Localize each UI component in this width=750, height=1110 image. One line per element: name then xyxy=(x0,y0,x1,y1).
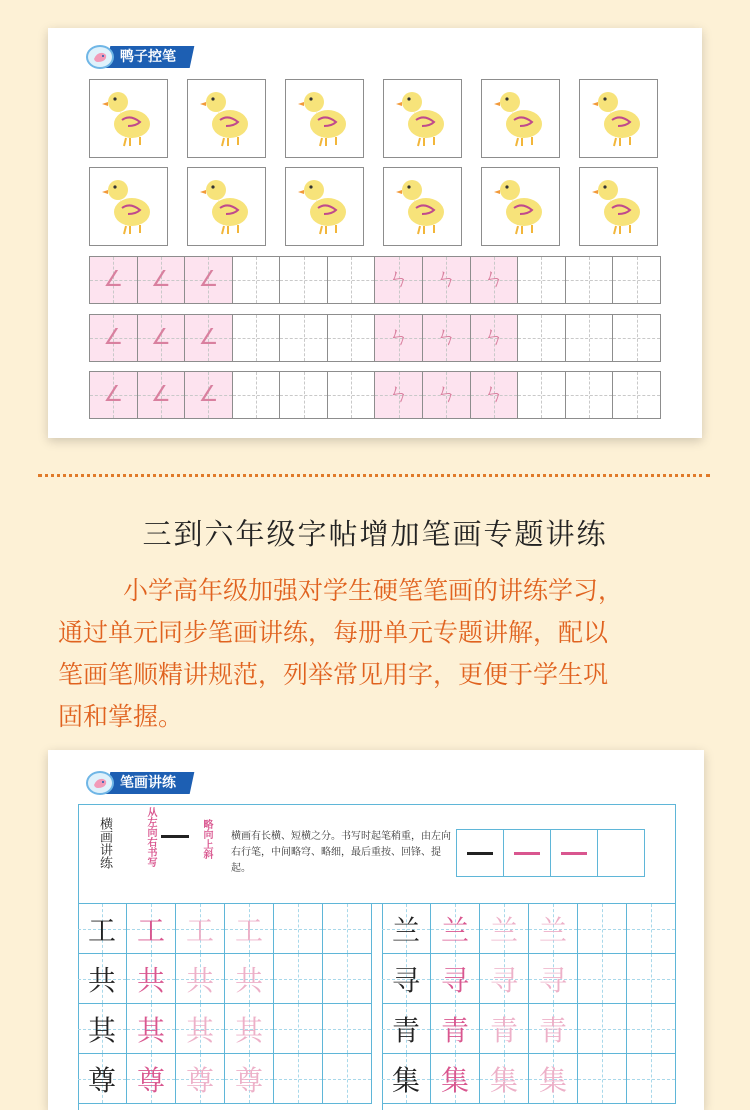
demo-cell xyxy=(550,829,598,877)
duck-cell xyxy=(285,167,364,246)
practice-cell xyxy=(185,372,233,418)
char-cell xyxy=(578,1054,627,1104)
trace-stroke-glyph: ㄣ xyxy=(387,382,410,407)
trace-char: 工 xyxy=(185,913,214,947)
paragraph-line: 固和掌握。 xyxy=(58,702,184,731)
practice-cell xyxy=(613,372,660,418)
trace-stroke-glyph: ∠ xyxy=(198,325,219,350)
trace-stroke-glyph: ㄣ xyxy=(482,382,505,407)
char-cell xyxy=(225,904,274,954)
duck-icon xyxy=(100,84,158,154)
char-cell xyxy=(323,954,372,1004)
char-cell xyxy=(578,1004,627,1054)
topic-label: 横画讲练 xyxy=(97,817,112,869)
trace-char: 共 xyxy=(234,963,263,997)
char-cell xyxy=(529,1004,578,1054)
char-cell xyxy=(627,1004,676,1054)
char-practice-grid-right xyxy=(382,904,676,1104)
practice-cell xyxy=(518,257,566,303)
dotted-divider xyxy=(38,474,710,477)
trace-char: 尊 xyxy=(185,1063,214,1097)
demo-cell xyxy=(597,829,645,877)
stroke-info-box xyxy=(78,804,676,904)
char-cell xyxy=(382,1054,431,1104)
direction-label: 从左向右书写 xyxy=(145,807,156,867)
tip-label: 略向上斜 xyxy=(201,819,212,859)
trace-char: 青 xyxy=(489,1013,518,1047)
duck-cell xyxy=(285,79,364,158)
char-cell xyxy=(176,904,225,954)
duck-practice-card xyxy=(48,28,702,438)
practice-cell xyxy=(613,315,660,361)
demo-cell xyxy=(456,829,504,877)
practice-cell xyxy=(423,315,471,361)
char-cell xyxy=(78,904,127,954)
model-char: 集 xyxy=(391,1063,420,1097)
model-char: 工 xyxy=(87,913,116,947)
char-cell xyxy=(578,904,627,954)
section-tab xyxy=(86,770,192,796)
char-cell xyxy=(274,1004,323,1054)
trace-stroke-glyph: ∠ xyxy=(103,267,124,292)
practice-cell xyxy=(233,257,281,303)
practice-cell xyxy=(138,315,186,361)
trace-char: 兰 xyxy=(538,913,567,947)
duck-cell xyxy=(187,79,266,158)
trace-char: 尊 xyxy=(234,1063,263,1097)
duck-icon xyxy=(590,172,648,242)
bird-logo-icon xyxy=(86,771,114,795)
trace-stroke-glyph: ∠ xyxy=(151,382,171,407)
practice-cell xyxy=(375,257,423,303)
trace-char: 集 xyxy=(489,1063,518,1097)
duck-icon xyxy=(296,84,354,154)
char-cell xyxy=(176,1054,225,1104)
duck-row xyxy=(89,79,658,158)
practice-cell xyxy=(566,372,614,418)
trace-char: 工 xyxy=(136,913,165,947)
model-char: 青 xyxy=(391,1013,420,1047)
char-cell xyxy=(225,1054,274,1104)
trace-char: 尊 xyxy=(136,1063,165,1097)
practice-cell xyxy=(328,257,376,303)
trace-stroke-glyph: ∠ xyxy=(103,325,124,350)
model-char: 寻 xyxy=(391,963,420,997)
trace-stroke-glyph: ∠ xyxy=(198,267,219,292)
stroke-practice-row xyxy=(89,256,661,304)
practice-cell xyxy=(566,257,614,303)
char-cell xyxy=(78,1054,127,1104)
trace-char: 工 xyxy=(234,913,263,947)
practice-cell xyxy=(185,257,233,303)
model-char: 兰 xyxy=(391,913,420,947)
trace-stroke-glyph: ㄣ xyxy=(387,267,410,292)
practice-cell xyxy=(90,257,138,303)
practice-cell xyxy=(328,315,376,361)
char-cell xyxy=(627,1054,676,1104)
duck-icon xyxy=(492,172,550,242)
practice-cell xyxy=(138,372,186,418)
duck-icon xyxy=(492,84,550,154)
stroke-practice-row xyxy=(89,371,661,419)
practice-cell xyxy=(185,315,233,361)
trace-stroke-glyph: ㄣ xyxy=(482,267,505,292)
trace-char: 共 xyxy=(185,963,214,997)
trace-stroke-glyph: ∠ xyxy=(151,325,171,350)
trace-stroke-glyph: ㄣ xyxy=(387,325,410,350)
char-cell xyxy=(127,1004,176,1054)
practice-cell xyxy=(423,257,471,303)
char-cell xyxy=(382,904,431,954)
trace-stroke-glyph: ㄣ xyxy=(482,325,505,350)
practice-cell xyxy=(375,372,423,418)
practice-cell xyxy=(90,372,138,418)
char-cell xyxy=(78,1004,127,1054)
char-cell xyxy=(127,1054,176,1104)
char-cell xyxy=(323,1004,372,1054)
duck-cell xyxy=(481,79,560,158)
model-char: 尊 xyxy=(87,1063,116,1097)
practice-cell xyxy=(566,315,614,361)
duck-icon xyxy=(100,172,158,242)
model-char: 共 xyxy=(87,963,116,997)
duck-icon xyxy=(590,84,648,154)
duck-icon xyxy=(198,84,256,154)
practice-cell xyxy=(328,372,376,418)
char-cell xyxy=(274,954,323,1004)
practice-cell xyxy=(280,315,328,361)
duck-cell xyxy=(383,167,462,246)
practice-cell xyxy=(375,315,423,361)
trace-stroke-glyph: ∠ xyxy=(198,382,219,407)
char-cell xyxy=(382,954,431,1004)
char-cell xyxy=(529,904,578,954)
trace-char: 寻 xyxy=(538,963,567,997)
char-cell xyxy=(127,904,176,954)
bird-logo-icon xyxy=(86,45,114,69)
duck-cell xyxy=(579,167,658,246)
duck-cell xyxy=(383,79,462,158)
char-cell xyxy=(529,954,578,1004)
section-heading: 三到六年级字帖增加笔画专题讲练 xyxy=(142,517,608,551)
char-cell xyxy=(627,954,676,1004)
practice-cell xyxy=(471,257,519,303)
char-practice-grid-left xyxy=(78,904,372,1104)
trace-char: 寻 xyxy=(440,963,469,997)
trace-char: 其 xyxy=(136,1013,165,1047)
char-cell xyxy=(627,904,676,954)
practice-cell xyxy=(90,315,138,361)
section-tab xyxy=(86,44,192,70)
trace-char: 集 xyxy=(440,1063,469,1097)
practice-cell xyxy=(280,372,328,418)
practice-cell xyxy=(280,257,328,303)
trace-stroke-glyph: ㄣ xyxy=(435,325,458,350)
duck-icon xyxy=(296,172,354,242)
duck-cell xyxy=(89,79,168,158)
trace-stroke-glyph: ㄣ xyxy=(435,267,458,292)
trace-char: 其 xyxy=(234,1013,263,1047)
practice-cell xyxy=(233,372,281,418)
char-cell xyxy=(480,954,529,1004)
trace-char: 青 xyxy=(538,1013,567,1047)
char-cell xyxy=(431,1004,480,1054)
tab-label: 鸭子控笔 xyxy=(120,49,176,65)
duck-icon xyxy=(198,172,256,242)
duck-icon xyxy=(394,172,452,242)
trace-char: 其 xyxy=(185,1013,214,1047)
duck-cell xyxy=(481,167,560,246)
stroke-demo xyxy=(457,829,645,877)
char-cell xyxy=(274,904,323,954)
char-cell xyxy=(431,954,480,1004)
trace-char: 青 xyxy=(440,1013,469,1047)
char-cell xyxy=(480,1054,529,1104)
duck-cell xyxy=(187,167,266,246)
char-cell xyxy=(382,1004,431,1054)
practice-cell xyxy=(518,315,566,361)
duck-row xyxy=(89,167,658,246)
practice-cell xyxy=(233,315,281,361)
char-cell xyxy=(78,954,127,1004)
char-cell xyxy=(480,1004,529,1054)
practice-cell xyxy=(518,372,566,418)
trace-char: 集 xyxy=(538,1063,567,1097)
trace-stroke-glyph: ∠ xyxy=(103,382,124,407)
char-cell xyxy=(323,1054,372,1104)
char-cell xyxy=(529,1054,578,1104)
trace-stroke-glyph: ㄣ xyxy=(435,382,458,407)
char-cell xyxy=(578,954,627,1004)
paragraph-line: 通过单元同步笔画讲练，每册单元专题讲解，配以 xyxy=(58,618,609,647)
trace-char: 兰 xyxy=(440,913,469,947)
char-cell xyxy=(431,1054,480,1104)
stroke-description: 横画有长横、短横之分。书写时起笔稍重，由左向右行笔，中间略穹、略细，最后重按、回锋、提起。 xyxy=(231,831,451,874)
practice-cell xyxy=(471,315,519,361)
paragraph-line: 小学高年级加强对学生硬笔笔画的讲练学习， xyxy=(123,576,624,605)
intro-paragraph xyxy=(58,570,708,738)
practice-cell xyxy=(471,372,519,418)
char-cell xyxy=(323,904,372,954)
stroke-lesson-card xyxy=(48,750,704,1110)
practice-cell xyxy=(138,257,186,303)
trace-char: 兰 xyxy=(489,913,518,947)
practice-cell xyxy=(613,257,660,303)
char-cell xyxy=(225,1004,274,1054)
char-cell xyxy=(274,1054,323,1104)
duck-cell xyxy=(89,167,168,246)
char-cell xyxy=(431,904,480,954)
char-cell xyxy=(480,904,529,954)
stroke-practice-row xyxy=(89,314,661,362)
trace-char: 寻 xyxy=(489,963,518,997)
trace-char: 共 xyxy=(136,963,165,997)
char-cell xyxy=(127,954,176,1004)
char-cell xyxy=(225,954,274,1004)
horizontal-stroke-sample xyxy=(161,835,189,838)
duck-cell xyxy=(579,79,658,158)
trace-stroke-glyph: ∠ xyxy=(151,267,171,292)
char-cell xyxy=(176,1004,225,1054)
char-cell xyxy=(176,954,225,1004)
model-char: 其 xyxy=(87,1013,116,1047)
paragraph-line: 笔画笔顺精讲规范，列举常见用字，更便于学生巩 xyxy=(58,660,609,689)
tab-label: 笔画讲练 xyxy=(120,775,176,791)
demo-cell xyxy=(503,829,551,877)
practice-cell xyxy=(423,372,471,418)
duck-icon xyxy=(394,84,452,154)
